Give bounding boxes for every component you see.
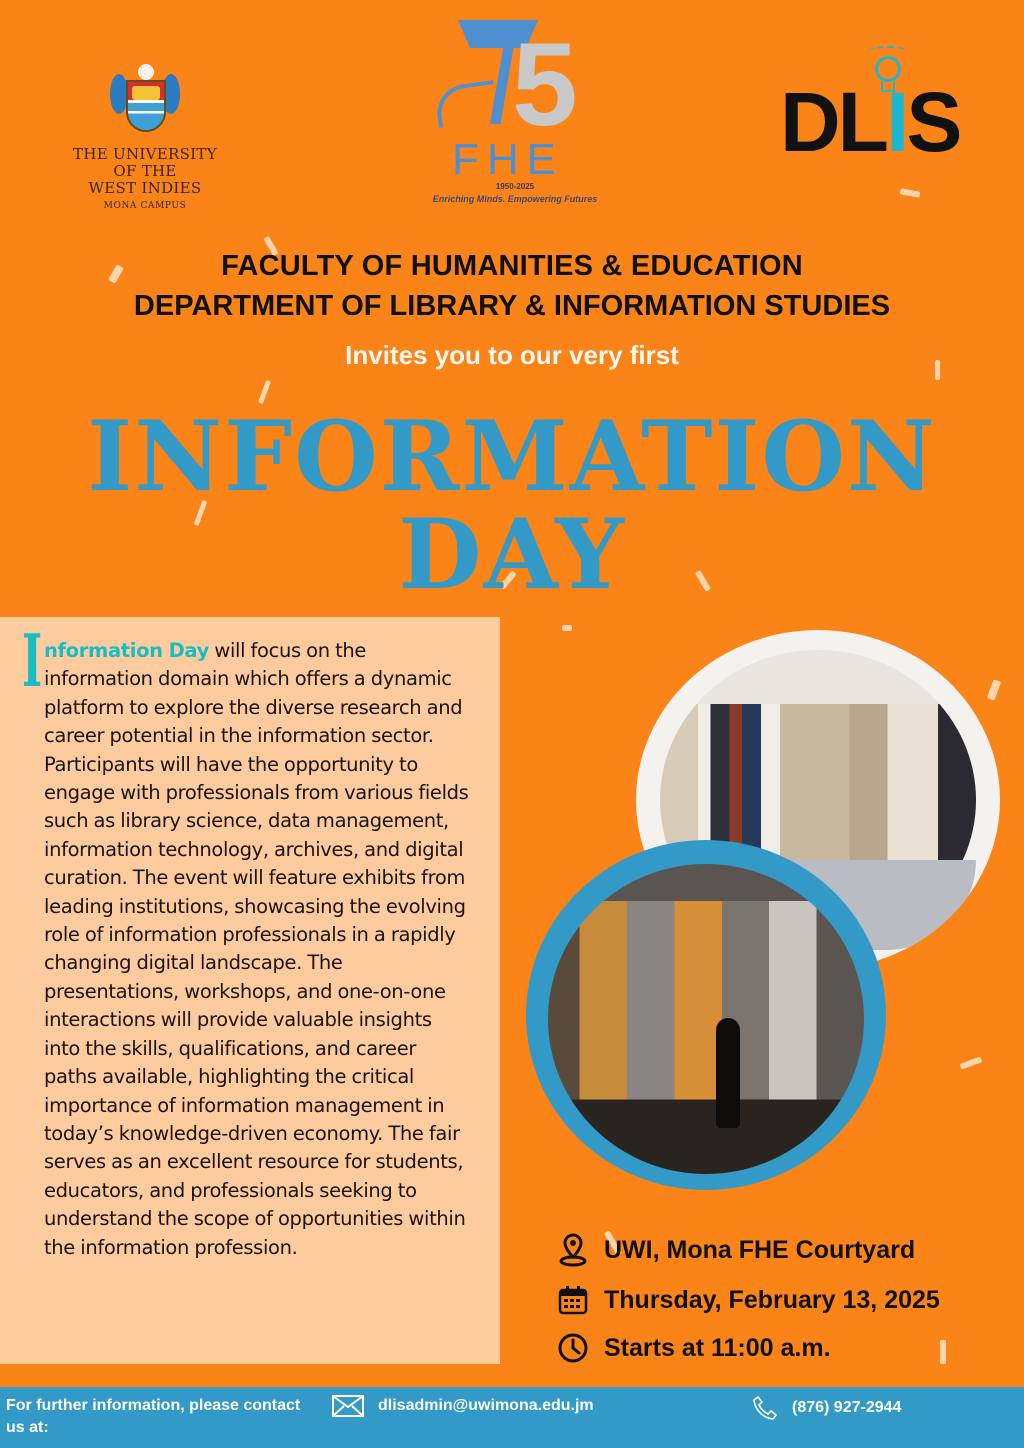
fhe-motto: Enriching Minds. Empowering Futures <box>432 194 598 204</box>
confetti <box>562 625 572 631</box>
dropcap: I <box>22 618 43 703</box>
dlis-dl: DL <box>780 75 886 169</box>
confetti <box>940 1340 946 1364</box>
description-box <box>0 617 500 1364</box>
uwi-crest-icon <box>110 70 180 140</box>
date-text: Thursday, February 13, 2025 <box>604 1285 940 1314</box>
open-book-icon <box>434 80 499 128</box>
department-heading: DEPARTMENT OF LIBRARY & INFORMATION STUDIES <box>133 290 891 322</box>
location-pin-icon <box>556 1233 590 1267</box>
event-title-line1: INFORMATION <box>87 400 937 513</box>
gallery-photo <box>548 864 864 1174</box>
calendar-icon <box>556 1283 590 1317</box>
event-location <box>556 1232 915 1268</box>
fhe-acronym: FHE <box>452 135 564 184</box>
dlis-s: S <box>906 75 960 169</box>
location-text: UWI, Mona FHE Courtyard <box>604 1235 916 1264</box>
envelope-icon <box>332 1395 364 1417</box>
description-text <box>44 637 472 1262</box>
time-text: Starts at 11:00 a.m. <box>604 1333 831 1362</box>
fhe-number: 5 <box>512 19 578 151</box>
contact-footer <box>0 1387 1024 1448</box>
phone-icon <box>752 1395 778 1421</box>
faculty-heading: FACULTY OF HUMANITIES & EDUCATION <box>221 250 803 282</box>
invite-text: Invites you to our very first <box>345 340 679 370</box>
fhe-years: 1950-2025 <box>495 182 535 191</box>
phone-number[interactable]: (876) 927-2944 <box>792 1399 902 1416</box>
person-silhouette <box>716 1018 740 1128</box>
uwi-logo <box>70 70 220 211</box>
uwi-name-line1: THE UNIVERSITY <box>73 145 217 163</box>
dlis-i: I <box>885 75 907 169</box>
clock-icon <box>556 1331 590 1365</box>
event-title-line2: DAY <box>398 498 626 611</box>
lightbulb-rays-icon <box>868 46 908 56</box>
uwi-name-line2: OF THE <box>113 162 177 180</box>
dlis-logo <box>780 44 960 169</box>
description-body: will focus on the information domain which offers a dynamic platform to explore the diverse research and career potential in the information sector. Participants will have the opportunity to engage with professionals from various fields such as library science, data management, information technology, archives, and digital curation. The event will feature exhibits from leading institutions, showcasing the evolving role of information professionals in a rapidly changing digital landscape. The presentations, workshops, and one-on-one interactions will provide valuable insights into the skills, qualifications, and career paths available, highlighting the critical importance of information management in today’s knowledge-driven economy. The fair serves as an excellent resource for students, educators, and professionals seeking to understand the scope of opportunities within the information profession. <box>44 639 469 1259</box>
confetti <box>900 188 921 197</box>
fhe-75-logo <box>400 14 630 214</box>
description-lead: nformation Day <box>44 639 209 662</box>
confetti <box>960 1056 983 1069</box>
event-date <box>556 1282 940 1318</box>
phone-contact[interactable] <box>752 1395 901 1421</box>
event-time <box>556 1330 831 1366</box>
email-link[interactable]: dlisadmin@uwimona.edu.jm <box>378 1397 594 1414</box>
dlis-wordmark <box>780 75 960 169</box>
gallery-photo-circle <box>526 840 886 1190</box>
email-contact[interactable] <box>332 1395 594 1417</box>
contact-prompt: For further information, please contact us at: <box>6 1397 301 1436</box>
uwi-name-line3: WEST INDIES <box>88 179 202 197</box>
confetti <box>987 679 1001 701</box>
uwi-campus: MONA CAMPUS <box>103 201 187 211</box>
